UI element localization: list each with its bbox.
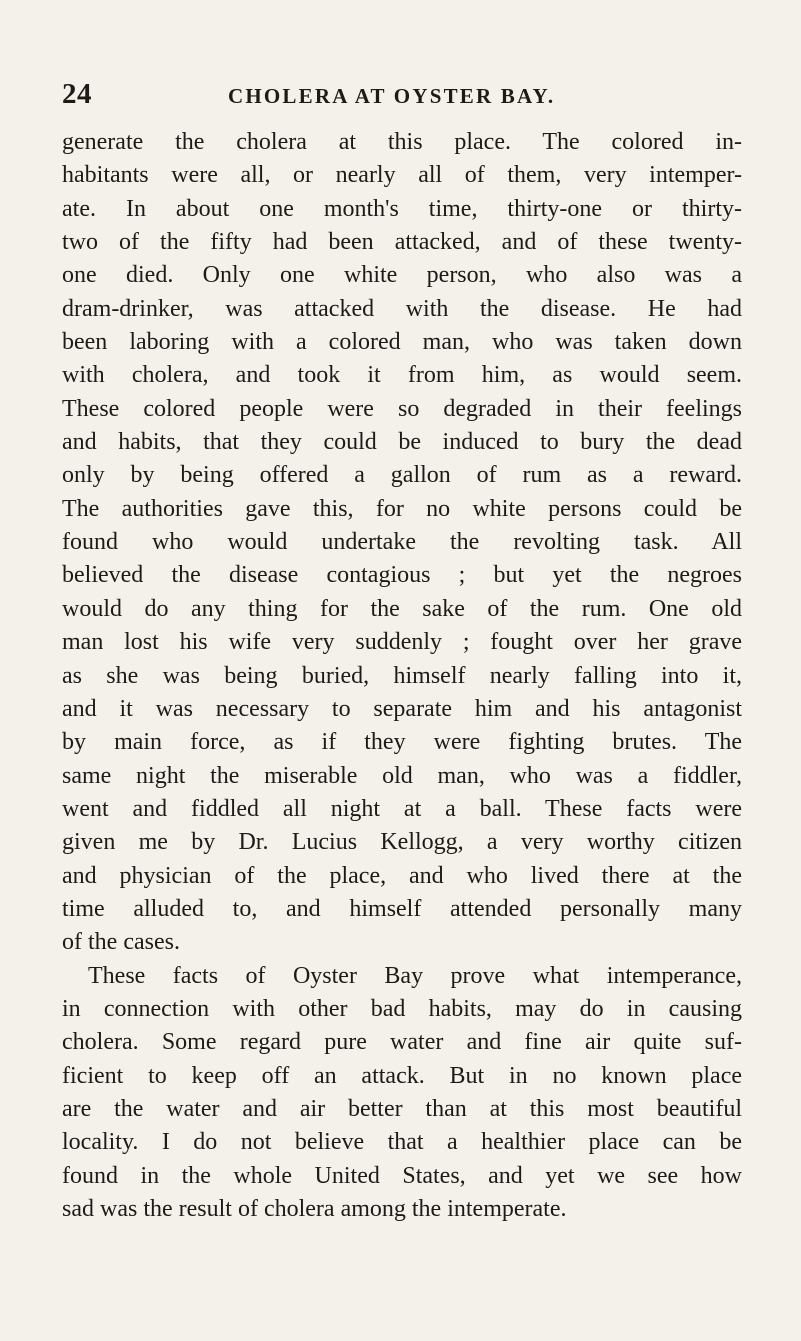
text-line: one died. Only one white person, who also was a	[62, 262, 742, 289]
text-line: given me by Dr. Lucius Kellogg, a very worthy citizen	[62, 829, 742, 856]
body-text	[62, 126, 742, 1226]
text-line: These colored people were so degraded in their feelings	[62, 395, 742, 422]
running-head: CHOLERA AT OYSTER BAY.	[228, 84, 556, 108]
text-line: The authorities gave this, for no white persons could be	[62, 495, 742, 522]
text-line: by main force, as if they were fighting brutes. The	[62, 729, 742, 756]
text-line: same night the miserable old man, who was a fiddler,	[62, 762, 742, 789]
text-line: only by being offered a gallon of rum as a reward.	[62, 462, 742, 489]
text-line: cholera. Some regard pure water and fine air quite suf-	[62, 1029, 742, 1056]
text-line: believed the disease contagious ; but yet the negroes	[62, 562, 742, 589]
text-line: found who would undertake the revolting task. All	[62, 529, 742, 556]
text-line: went and fiddled all night at a ball. These facts were	[62, 795, 742, 822]
text-line: found in the whole United States, and yet we see how	[62, 1162, 742, 1189]
text-line: two of the fifty had been attacked, and of these twenty-	[62, 229, 742, 256]
text-line: generate the cholera at this place. The colored in-	[62, 129, 742, 155]
text-line: habitants were all, or nearly all of them, very intemper-	[62, 162, 742, 189]
text-line: sad was the result of cholera among the intemperate.	[62, 1196, 567, 1222]
text-line: would do any thing for the sake of the rum. One old	[62, 595, 742, 622]
text-line: as she was being buried, himself nearly falling into it,	[62, 662, 742, 689]
text-line: and habits, that they could be induced to bury the dead	[62, 429, 742, 456]
text-line: ate. In about one month's time, thirty-one or thirty-	[62, 195, 742, 222]
text-line: of the cases.	[62, 929, 180, 956]
text-line: and physician of the place, and who lived there at the	[62, 862, 742, 889]
text-line: been laboring with a colored man, who was taken down	[62, 329, 742, 356]
text-line: time alluded to, and himself attended personally many	[62, 895, 742, 922]
text-line: locality. I do not believe that a healthier place can be	[62, 1129, 742, 1156]
page-number: 24	[62, 78, 92, 110]
text-line: and it was necessary to separate him and his antagonist	[62, 695, 742, 722]
text-line: in connection with other bad habits, may do in causing	[62, 995, 742, 1022]
text-line: These facts of Oyster Bay prove what intemperance,	[88, 962, 742, 989]
text-line: ficient to keep off an attack. But in no known place	[62, 1062, 742, 1089]
text-line: are the water and air better than at this most beautiful	[62, 1095, 742, 1122]
text-line: with cholera, and took it from him, as would seem.	[62, 362, 742, 389]
text-line: dram-drinker, was attacked with the disease. He had	[62, 295, 742, 322]
page-header	[0, 76, 801, 112]
text-line: man lost his wife very suddenly ; fought over her grave	[62, 629, 742, 656]
